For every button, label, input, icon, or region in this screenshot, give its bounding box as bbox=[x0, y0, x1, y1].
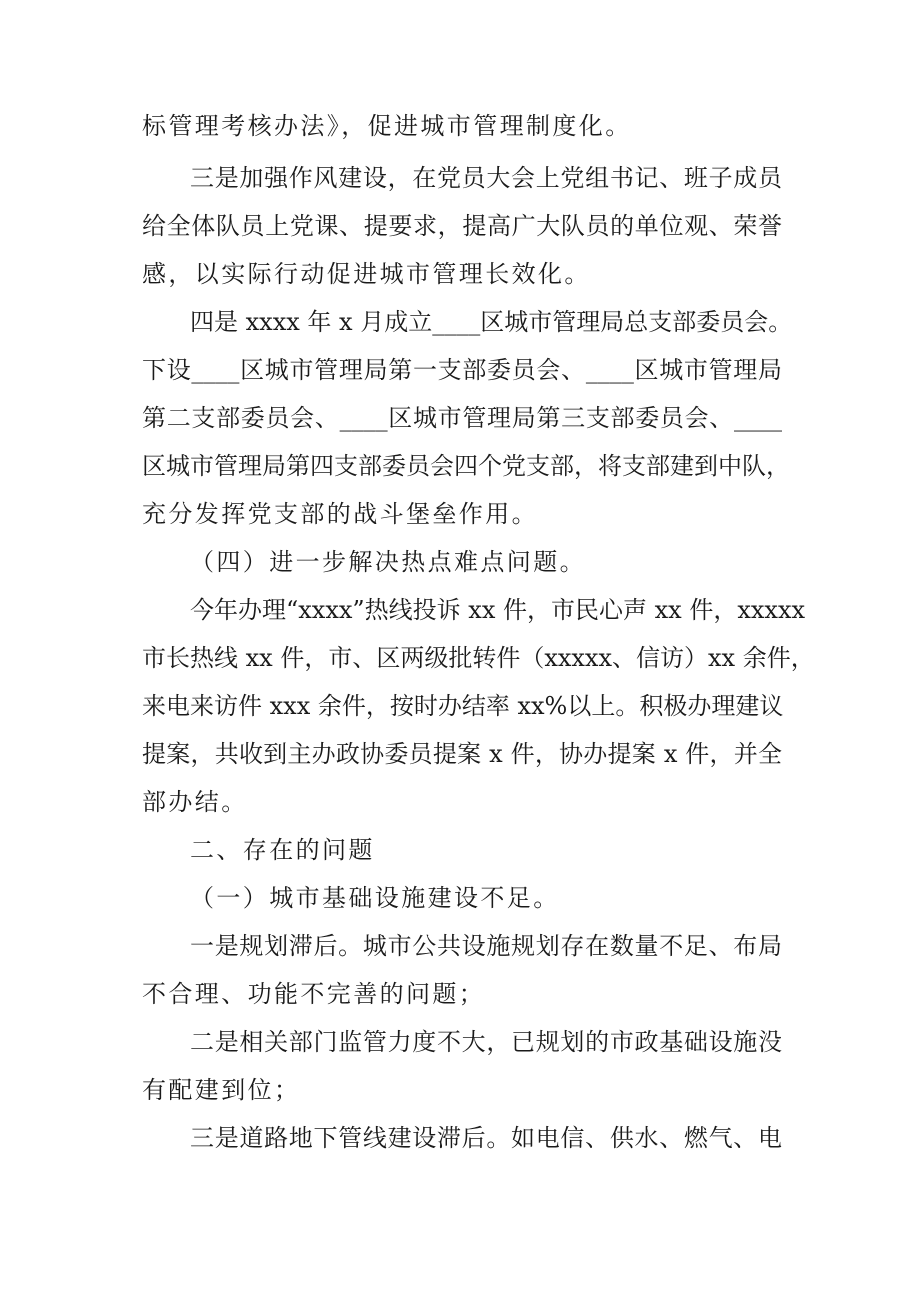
text-line: 第二支部委员会、____区城市管理局第三支部委员会、____ bbox=[142, 404, 782, 432]
text-line: 下设____区城市管理局第一支部委员会、____区城市管理局 bbox=[142, 356, 782, 384]
text-line: 提案，共收到主办政协委员提案 x 件，协办提案 x 件，并全 bbox=[142, 740, 782, 768]
text-line: 有配建到位； bbox=[142, 1076, 301, 1104]
section-heading: 二、存在的问题 bbox=[190, 836, 375, 864]
text-line: 给全体队员上党课、提要求，提高广大队员的单位观、荣誉 bbox=[142, 212, 782, 240]
text-line: 不合理、功能不完善的问题； bbox=[142, 980, 486, 1008]
section-heading: （四）进一步解决热点难点问题。 bbox=[190, 548, 586, 576]
text-line: 部办结。 bbox=[142, 788, 248, 816]
text-line: 今年办理“xxxx”热线投诉 xx 件，市民心声 xx 件，xxxxx bbox=[190, 596, 806, 624]
text-line: 标管理考核办法》，促进城市管理制度化。 bbox=[142, 112, 632, 140]
text-line: 二是相关部门监管力度不大，已规划的市政基础设施没 bbox=[190, 1028, 782, 1056]
section-heading: （一）城市基础设施建设不足。 bbox=[190, 884, 560, 912]
text-line: 四是 xxxx 年 x 月成立____区城市管理局总支部委员会。 bbox=[190, 308, 793, 336]
text-line: 充分发挥党支部的战斗堡垒作用。 bbox=[142, 500, 538, 528]
text-line: 一是规划滞后。城市公共设施规划存在数量不足、布局 bbox=[190, 932, 782, 960]
text-line: 区城市管理局第四支部委员会四个党支部，将支部建到中队， bbox=[142, 452, 790, 480]
text-line: 三是加强作风建设，在党员大会上党组书记、班子成员 bbox=[190, 164, 782, 192]
text-line: 来电来访件 xxx 余件，按时办结率 xx%以上。积极办理建议 bbox=[142, 692, 784, 720]
text-line: 感，以实际行动促进城市管理长效化。 bbox=[142, 260, 591, 288]
text-line: 三是道路地下管线建设滞后。如电信、供水、燃气、电 bbox=[190, 1124, 782, 1152]
text-line: 市长热线 xx 件，市、区两级批转件（xxxxx、信访）xx 余件， bbox=[142, 644, 815, 672]
